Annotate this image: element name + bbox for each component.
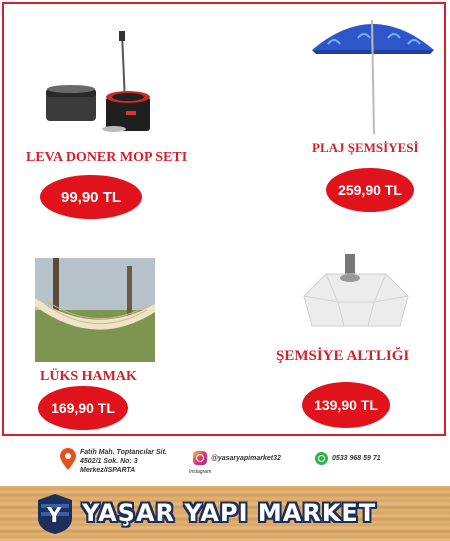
address-line-1: Fatih Mah. Toptancılar Sit. [80,449,167,456]
address [80,448,167,475]
product-name-umbrella: PLAJ ŞEMSİYESİ [312,140,419,155]
mop-set-image [40,25,200,145]
brand-logo-letter: Y [47,503,62,527]
address-line-2: 4502/1 Sok. No: 3 [80,458,138,465]
hammock-image [35,258,155,362]
price-umbrella: 259,90 TL [338,182,402,198]
beach-umbrella-image [308,8,438,136]
product-name-mop: LEVA DONER MOP SETI [26,150,188,165]
instagram-handle[interactable]: @yasaryapimarket32 [211,455,281,462]
contact-bar [0,440,450,486]
price-mop: 99,90 TL [60,188,122,206]
instagram-label: Instagram [189,469,212,475]
location-pin-icon [60,448,76,470]
brand-logo [38,494,72,534]
price-umbrella-base: 139,90 TL [314,397,378,413]
brand-name: YAŞAR YAPI MARKET [82,499,377,527]
price-badge-mop [40,175,142,219]
whatsapp-icon[interactable] [315,452,328,465]
address-line-3: Merkez/ISPARTA [80,467,136,474]
umbrella-base-image [296,252,416,342]
product-name-umbrella-base: ŞEMSİYE ALTLIĞI [276,348,410,364]
phone-number[interactable]: 0533 968 59 71 [332,455,381,462]
price-badge-umbrella [326,168,414,212]
instagram-icon[interactable] [193,451,207,465]
price-hammock: 169,90 TL [51,400,115,416]
price-badge-hammock [38,386,128,430]
product-name-hammock: LÜKS HAMAK [40,369,137,384]
price-badge-umbrella-base [302,382,390,428]
